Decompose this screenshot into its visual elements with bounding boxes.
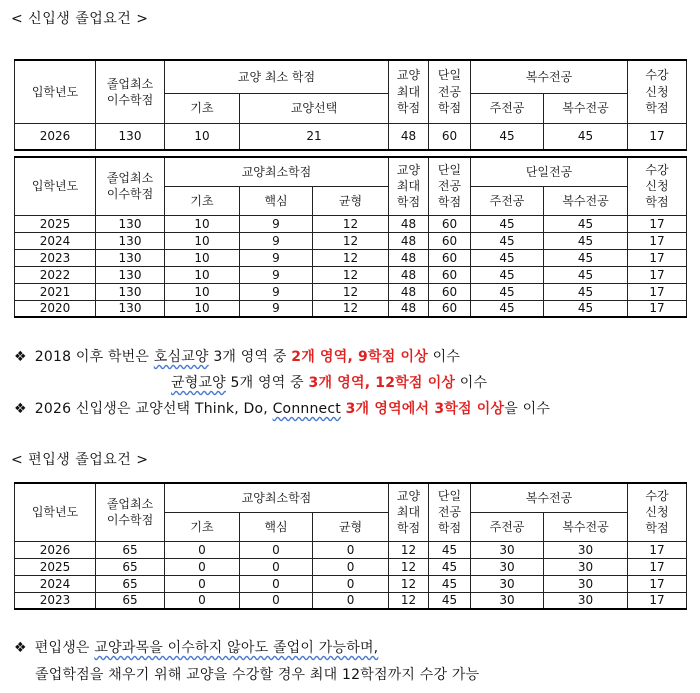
cell-basic: 0 <box>165 575 240 592</box>
header-double-major: 복수전공 <box>471 60 628 93</box>
cell-basic: 10 <box>165 232 240 249</box>
cell-main-major: 30 <box>471 541 544 558</box>
cell-second-major: 45 <box>544 123 628 150</box>
table-row <box>15 232 687 249</box>
cell-liberal-max: 12 <box>389 558 429 575</box>
cell-min-credits: 130 <box>96 123 165 150</box>
cell-credit-limit: 17 <box>628 215 687 232</box>
cell-balance: 12 <box>313 249 389 266</box>
table-row <box>15 575 687 592</box>
cell-year: 2023 <box>15 592 96 609</box>
cell-balance: 12 <box>313 283 389 300</box>
cell-second-major: 45 <box>544 232 628 249</box>
header-single-major: 단일 전공 학점 <box>429 60 471 123</box>
header-min-credits: 졸업최소 이수학점 <box>96 483 165 541</box>
cell-basic: 10 <box>165 215 240 232</box>
cell-elective: 21 <box>240 123 389 150</box>
cell-single-major: 45 <box>429 575 471 592</box>
cell-single-major: 60 <box>429 300 471 317</box>
table-row <box>15 123 687 150</box>
header-liberal-max: 교양 최대 학점 <box>389 60 429 123</box>
header-core: 핵심 <box>240 512 313 541</box>
note-text: 이수 <box>427 349 461 365</box>
cell-credit-limit: 17 <box>628 123 687 150</box>
cell-year: 2026 <box>15 123 96 150</box>
cell-core: 9 <box>240 283 313 300</box>
transfer-students-table <box>14 482 687 610</box>
diamond-bullet-icon: ❖ <box>14 401 27 417</box>
cell-liberal-max: 12 <box>389 541 429 558</box>
header-admission-year: 입학년도 <box>15 60 96 123</box>
cell-main-major: 45 <box>471 249 544 266</box>
cell-second-major: 30 <box>544 575 628 592</box>
cell-basic: 10 <box>165 123 240 150</box>
transfer-students-heading: < 편입생 졸업요건 > <box>11 452 149 468</box>
cell-single-major: 60 <box>429 283 471 300</box>
header-basic: 기초 <box>165 93 240 123</box>
note-term: 호심교양 <box>153 349 209 365</box>
cell-second-major: 30 <box>544 541 628 558</box>
cell-single-major: 60 <box>429 215 471 232</box>
cell-core: 9 <box>240 249 313 266</box>
cell-single-major: 45 <box>429 592 471 609</box>
header-credit-limit: 수강 신청 학점 <box>628 483 687 541</box>
cell-second-major: 30 <box>544 558 628 575</box>
note-text: 을 이수 <box>504 401 551 417</box>
header-liberal-min: 교양 최소 학점 <box>165 60 389 93</box>
cell-core: 0 <box>240 541 313 558</box>
header-single-major: 단일 전공 학점 <box>429 157 471 215</box>
header-min-credits: 졸업최소 이수학점 <box>96 60 165 123</box>
cell-core: 9 <box>240 232 313 249</box>
cell-min-credits: 65 <box>96 558 165 575</box>
table-row <box>15 300 687 317</box>
table-row <box>15 558 687 575</box>
cell-credit-limit: 17 <box>628 541 687 558</box>
cell-single-major: 60 <box>429 249 471 266</box>
table-row <box>15 249 687 266</box>
cell-basic: 10 <box>165 300 240 317</box>
cell-min-credits: 130 <box>96 215 165 232</box>
cell-credit-limit: 17 <box>628 283 687 300</box>
cell-core: 9 <box>240 300 313 317</box>
cell-balance: 12 <box>313 266 389 283</box>
cell-core: 9 <box>240 266 313 283</box>
note-term: 균형교양 <box>171 375 226 391</box>
header-admission-year: 입학년도 <box>15 483 96 541</box>
header-main-major: 주전공 <box>471 512 544 541</box>
note-highlight: 2개 영역, 9학점 이상 <box>291 349 428 365</box>
table-row <box>15 266 687 283</box>
cell-single-major: 45 <box>429 558 471 575</box>
header-credit-limit: 수강 신청 학점 <box>628 157 687 215</box>
cell-balance: 0 <box>313 558 389 575</box>
cell-main-major: 30 <box>471 575 544 592</box>
cell-credit-limit: 17 <box>628 575 687 592</box>
header-second-major: 복수전공 <box>544 512 628 541</box>
new-students-2020-2025-table <box>14 156 687 318</box>
note-text: 5개 영역 중 <box>225 375 309 391</box>
cell-core: 0 <box>240 558 313 575</box>
table-row <box>15 541 687 558</box>
new-students-heading: < 신입생 졸업요건 > <box>11 11 149 27</box>
header-credit-limit: 수강 신청 학점 <box>628 60 687 123</box>
cell-balance: 12 <box>313 300 389 317</box>
cell-main-major: 45 <box>471 300 544 317</box>
cell-credit-limit: 17 <box>628 232 687 249</box>
note-highlight: 3개 영역, 12학점 이상 <box>308 375 456 391</box>
header-double-major: 복수전공 <box>471 483 628 512</box>
cell-credit-limit: 17 <box>628 592 687 609</box>
header-second-major: 복수전공 <box>544 186 628 215</box>
note-text: 편입생은 <box>34 640 95 656</box>
cell-liberal-max: 48 <box>389 300 429 317</box>
cell-year: 2023 <box>15 249 96 266</box>
header-balance: 균형 <box>313 186 389 215</box>
cell-second-major: 45 <box>544 266 628 283</box>
cell-liberal-max: 12 <box>389 592 429 609</box>
header-single-major: 단일 전공 학점 <box>429 483 471 541</box>
cell-second-major: 45 <box>544 283 628 300</box>
header-basic: 기초 <box>165 512 240 541</box>
table-row <box>15 215 687 232</box>
header-main-major: 주전공 <box>471 186 544 215</box>
cell-year: 2021 <box>15 283 96 300</box>
table-row <box>15 283 687 300</box>
cell-credit-limit: 17 <box>628 300 687 317</box>
cell-liberal-max: 12 <box>389 575 429 592</box>
cell-balance: 0 <box>313 592 389 609</box>
cell-main-major: 45 <box>471 215 544 232</box>
cell-basic: 10 <box>165 266 240 283</box>
cell-balance: 0 <box>313 575 389 592</box>
cell-basic: 10 <box>165 283 240 300</box>
cell-main-major: 45 <box>471 283 544 300</box>
header-elective: 교양선택 <box>240 93 389 123</box>
cell-year: 2026 <box>15 541 96 558</box>
cell-year: 2025 <box>15 558 96 575</box>
note-text: 2026 신입생은 교양선택 Think, Do, <box>34 401 273 417</box>
cell-liberal-max: 48 <box>389 123 429 150</box>
note-term: 교양과목을 이수하지 않아도 졸업이 가능하며, <box>94 640 379 656</box>
cell-balance: 0 <box>313 541 389 558</box>
header-liberal-max: 교양 최대 학점 <box>389 483 429 541</box>
cell-min-credits: 130 <box>96 266 165 283</box>
cell-year: 2024 <box>15 575 96 592</box>
cell-single-major: 60 <box>429 232 471 249</box>
cell-liberal-max: 48 <box>389 266 429 283</box>
cell-main-major: 45 <box>471 266 544 283</box>
cell-single-major: 45 <box>429 541 471 558</box>
cell-core: 9 <box>240 215 313 232</box>
header-min-credits: 졸업최소 이수학점 <box>96 157 165 215</box>
diamond-bullet-icon: ❖ <box>14 640 27 656</box>
note-2026-elective <box>14 398 550 418</box>
table-row <box>15 592 687 609</box>
cell-credit-limit: 17 <box>628 266 687 283</box>
transfer-note-line2: 졸업학점을 채우기 위해 교양을 수강할 경우 최대 12학점까지 수강 가능 <box>35 667 480 683</box>
cell-main-major: 45 <box>471 123 544 150</box>
note-text: 3개 영역 중 <box>208 349 292 365</box>
cell-basic: 0 <box>165 558 240 575</box>
header-main-major: 주전공 <box>471 93 544 123</box>
cell-year: 2022 <box>15 266 96 283</box>
cell-year: 2024 <box>15 232 96 249</box>
header-balance: 균형 <box>313 512 389 541</box>
transfer-note-line1 <box>14 637 378 657</box>
note-core-liberal <box>14 346 460 366</box>
header-liberal-min: 교양최소학점 <box>165 157 389 186</box>
cell-liberal-max: 48 <box>389 249 429 266</box>
cell-main-major: 30 <box>471 592 544 609</box>
cell-min-credits: 65 <box>96 541 165 558</box>
cell-min-credits: 65 <box>96 575 165 592</box>
cell-liberal-max: 48 <box>389 283 429 300</box>
cell-min-credits: 65 <box>96 592 165 609</box>
header-core: 핵심 <box>240 186 313 215</box>
cell-min-credits: 130 <box>96 283 165 300</box>
cell-main-major: 30 <box>471 558 544 575</box>
header-liberal-min: 교양최소학점 <box>165 483 389 512</box>
cell-balance: 12 <box>313 215 389 232</box>
header-double-major: 단일전공 <box>471 157 628 186</box>
cell-basic: 0 <box>165 541 240 558</box>
header-admission-year: 입학년도 <box>15 157 96 215</box>
new-students-2026-table <box>14 59 687 151</box>
cell-single-major: 60 <box>429 266 471 283</box>
cell-year: 2025 <box>15 215 96 232</box>
cell-basic: 10 <box>165 249 240 266</box>
cell-second-major: 30 <box>544 592 628 609</box>
cell-second-major: 45 <box>544 249 628 266</box>
cell-main-major: 45 <box>471 232 544 249</box>
cell-core: 0 <box>240 592 313 609</box>
header-second-major: 복수전공 <box>544 93 628 123</box>
note-balance-liberal <box>171 372 487 392</box>
cell-min-credits: 130 <box>96 300 165 317</box>
cell-second-major: 45 <box>544 215 628 232</box>
diamond-bullet-icon: ❖ <box>14 349 27 365</box>
cell-min-credits: 130 <box>96 232 165 249</box>
cell-basic: 0 <box>165 592 240 609</box>
cell-core: 0 <box>240 575 313 592</box>
note-text: 이수 <box>455 375 488 391</box>
cell-year: 2020 <box>15 300 96 317</box>
cell-single-major: 60 <box>429 123 471 150</box>
cell-min-credits: 130 <box>96 249 165 266</box>
header-basic: 기초 <box>165 186 240 215</box>
cell-credit-limit: 17 <box>628 558 687 575</box>
note-highlight: 3개 영역에서 3학점 이상 <box>345 401 505 417</box>
cell-balance: 12 <box>313 232 389 249</box>
note-text: 2018 이후 학번은 <box>34 349 154 365</box>
cell-liberal-max: 48 <box>389 232 429 249</box>
note-term: Connnect <box>272 401 341 417</box>
cell-second-major: 45 <box>544 300 628 317</box>
header-liberal-max: 교양 최대 학점 <box>389 157 429 215</box>
cell-liberal-max: 48 <box>389 215 429 232</box>
cell-credit-limit: 17 <box>628 249 687 266</box>
